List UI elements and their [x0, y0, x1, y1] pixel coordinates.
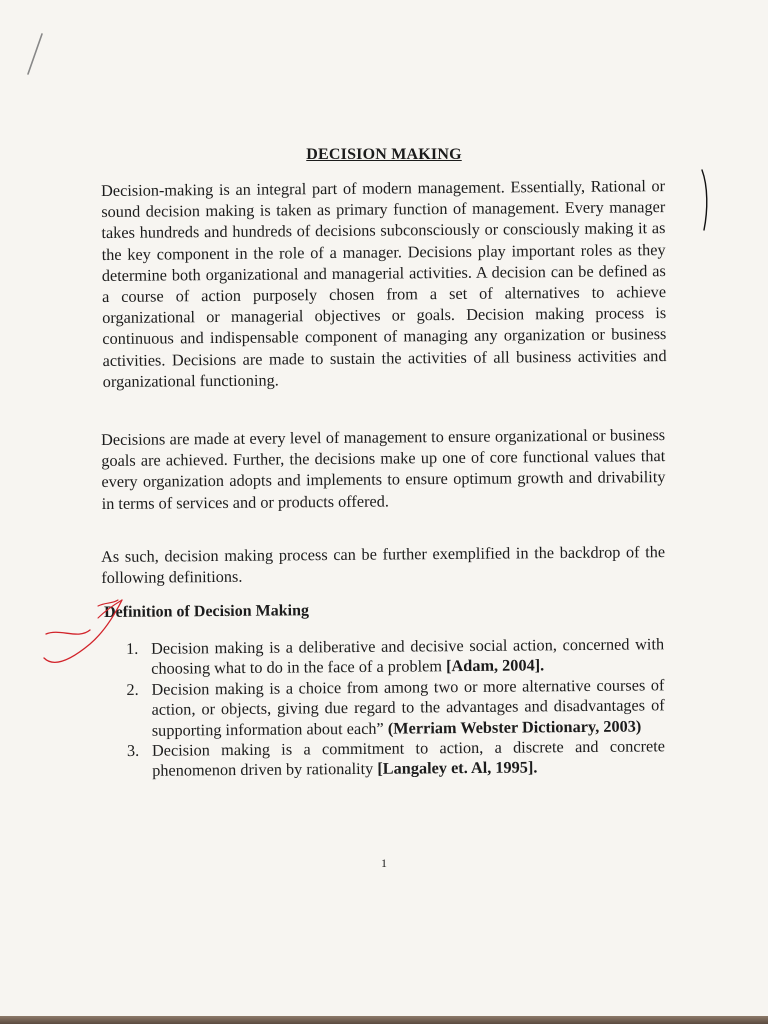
decisions-levels-paragraph: Decisions are made at every level of management to ensure organizational or business goals are achieved. Further, the decisions make up one of core functional values that every organization adopts and implements to ensure optimum growth and drivability in terms of services and or products offered.	[101, 425, 666, 513]
definition-heading: Definition of Decision Making	[104, 602, 310, 621]
definition-number: 1.	[126, 638, 139, 658]
pencil-slash-mark	[20, 30, 50, 80]
page-number: 1	[381, 856, 387, 870]
definition-number: 2.	[126, 679, 139, 699]
page-title: DECISION MAKING	[306, 146, 462, 163]
definition-text: Decision making is a choice from among two or more alternative courses of action, or objects, giving due regard to the advantages and disadvantages of supporting information about each”	[151, 675, 665, 740]
definition-citation: [Adam, 2004].	[445, 655, 545, 676]
page-bottom-edge	[0, 1016, 768, 1024]
definition-item	[126, 675, 665, 741]
definitions-list	[126, 634, 665, 782]
red-tick-annotation	[38, 588, 128, 676]
definitions-intro-paragraph: As such, decision making process can be further exemplified in the backdrop of the following definitions.	[101, 542, 666, 588]
intro-paragraph: Decision-making is an integral part of modern management. Essentially, Rational or sound decision making is taken as primary function of management. Every manager takes hundreds and hundreds of decisions subconsciously or consciously making it as the key component in the role of a manager. Decisions play important roles as they determine both organizational and managerial activities. A decision can be defined as a course of action purposely chosen from a set of alternatives to achieve organizational or managerial objectives or goals. Decision making process is continuous and indispensable component of managing any organization or business activities. Decisions are made to sustain the activities of all business activities and organizational functioning.	[101, 176, 667, 391]
definition-text: Decision making is a commitment to action, a discrete and concrete phenomenon driven by rationality	[151, 736, 666, 781]
definition-citation: [Langaley et. Al, 1995].	[377, 757, 538, 779]
margin-bracket-mark	[696, 166, 716, 236]
definition-item	[127, 736, 665, 782]
definition-item	[126, 634, 664, 680]
definition-number: 3.	[126, 740, 140, 761]
definition-citation: (Merriam Webster Dictionary, 2003)	[387, 716, 642, 738]
definition-text: Decision making is a deliberative and decisive social action, concerned with choosing what to do in the face of a problem	[150, 634, 665, 679]
